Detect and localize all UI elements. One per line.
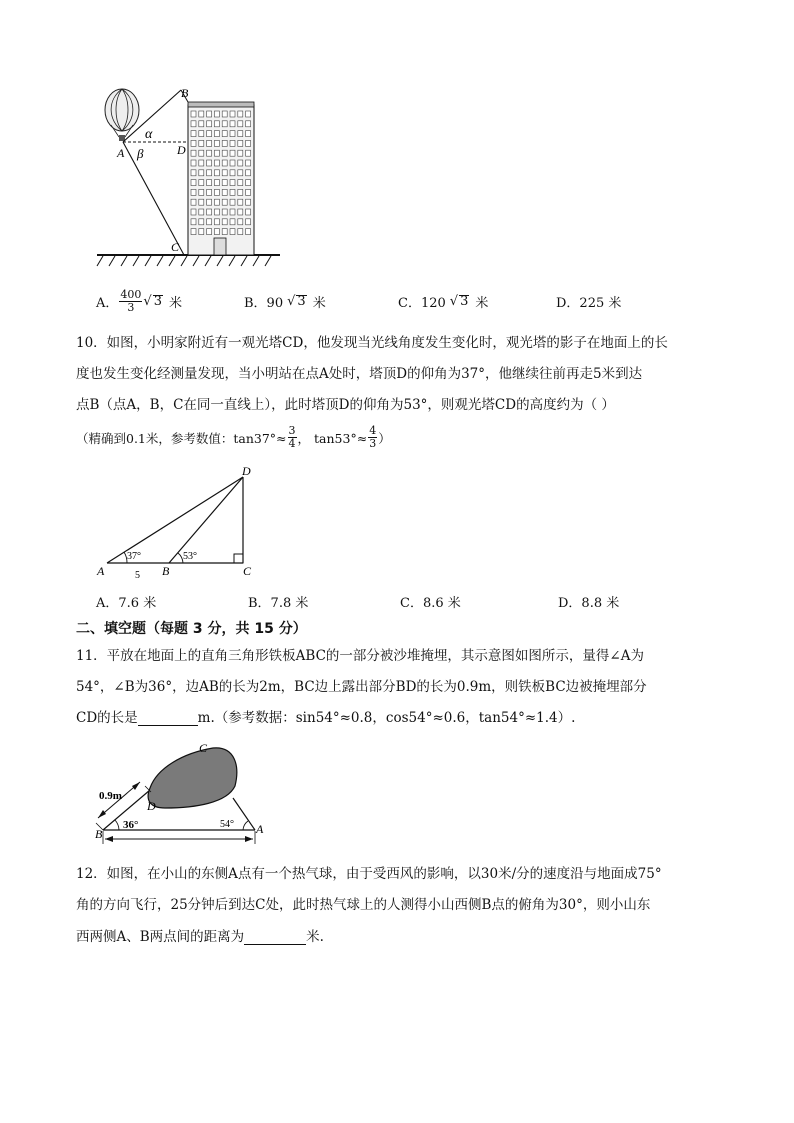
q12-line-3 — [76, 925, 324, 945]
q9-option-c[interactable]: C．120 √ 3 米 — [398, 294, 489, 311]
building-window — [246, 180, 251, 186]
building-window — [191, 229, 196, 235]
building-window — [214, 150, 219, 156]
building-window — [191, 170, 196, 176]
building-window — [246, 140, 251, 146]
building-window — [207, 219, 212, 225]
building-window — [246, 219, 251, 225]
building-window — [199, 170, 204, 176]
building-window — [230, 209, 235, 215]
q12-answer-blank[interactable] — [244, 930, 306, 945]
q9-option-a-den: 3 — [127, 301, 135, 314]
building-window — [191, 160, 196, 166]
q10-option-a[interactable] — [96, 592, 248, 611]
building-window — [230, 180, 235, 186]
q11-label-b: B — [95, 827, 103, 841]
q10-option-a-text: A．7.6 米 — [96, 596, 157, 611]
building-window — [246, 121, 251, 127]
building-window — [199, 150, 204, 156]
building-window — [214, 121, 219, 127]
building-window — [238, 219, 243, 225]
building-window — [230, 229, 235, 235]
building-window — [199, 189, 204, 195]
building-window — [222, 180, 227, 186]
q9-option-a-prefix: A． — [96, 296, 119, 311]
building-window — [222, 140, 227, 146]
building-window — [238, 121, 243, 127]
building-window — [199, 180, 204, 186]
building-window — [214, 180, 219, 186]
q10-length-ab: 5 — [135, 570, 140, 581]
q10-angle-53: 53° — [183, 551, 197, 562]
q9-option-a-fraction — [119, 289, 142, 314]
q9-option-a-unit: 米 — [168, 296, 182, 311]
q12-line-3-suffix: 米. — [306, 929, 324, 945]
q11-angle-a: 54° — [220, 819, 234, 830]
building-window — [214, 131, 219, 137]
q11-angle-b: 36° — [123, 819, 139, 831]
q10-line-4-suffix: ） — [378, 430, 391, 446]
building-window — [246, 131, 251, 137]
q12-line-3-prefix: 西两侧A、B两点间的距离为 — [76, 929, 245, 945]
q12-line-2: 角的方向飞行，25分钟后到达C处，此时热气球上的人测得小山西侧B点的俯角为30°，则小山东 — [76, 897, 651, 913]
building-window — [199, 140, 204, 146]
q9-label-d: D — [177, 143, 186, 157]
building-window — [238, 209, 243, 215]
building-window — [207, 150, 212, 156]
q9-label-alpha: α — [145, 127, 153, 142]
q11-figure — [95, 738, 275, 846]
q10-frac-2 — [368, 425, 377, 450]
building-window — [230, 131, 235, 137]
q10-option-b[interactable] — [248, 592, 400, 611]
building-window — [238, 150, 243, 156]
building-window — [191, 209, 196, 215]
q11-line-3-prefix: CD的长是 — [76, 710, 138, 726]
q10-frac-2-num: 4 — [369, 424, 377, 437]
building-window — [230, 150, 235, 156]
q9-option-c-prefix: C．120 — [398, 296, 446, 311]
q9-label-a: A — [117, 146, 125, 160]
q10-label-a: A — [97, 564, 105, 578]
building-window — [191, 189, 196, 195]
building-window — [199, 229, 204, 235]
building-window — [246, 150, 251, 156]
building-window — [191, 111, 196, 117]
building-window — [230, 170, 235, 176]
q10-line-3: 点B（点A，B，C在同一直线上），此时塔顶D的仰角为53°，则观光塔CD的高度约为（ ） — [76, 397, 615, 413]
building-window — [214, 111, 219, 117]
q10-label-d: D — [242, 464, 251, 478]
q10-line-2: 度也发生变化经测量发现，当小明站在点A处时，塔顶D的仰角为37°，他继续往前再走5米到达 — [76, 366, 643, 382]
building-window — [230, 121, 235, 127]
building-window — [207, 199, 212, 205]
building-window — [246, 170, 251, 176]
q11-line-2: 54°，∠B为36°，边AB的长为2m，BC边上露出部分BD的长为0.9m，则铁板BC边被掩埋部分 — [76, 679, 647, 695]
q10-option-d-text: D．8.8 米 — [558, 596, 620, 611]
q9-label-b: B — [181, 86, 189, 100]
q9-option-d-text: D．225 米 — [556, 296, 622, 311]
building-window — [191, 180, 196, 186]
building-window — [246, 160, 251, 166]
q9-option-b-unit: 米 — [312, 296, 326, 311]
q10-frac-1-num: 3 — [288, 424, 296, 437]
building-window — [214, 170, 219, 176]
building-window — [238, 199, 243, 205]
q10-frac-2-den: 3 — [369, 437, 377, 450]
building-window — [222, 111, 227, 117]
q9-label-c: C — [171, 240, 180, 254]
building-window — [238, 189, 243, 195]
building-window — [230, 140, 235, 146]
q9-option-a-radicand: 3 — [153, 294, 162, 309]
building-window — [207, 189, 212, 195]
building-window — [238, 131, 243, 137]
building-window — [191, 219, 196, 225]
building-window — [191, 131, 196, 137]
building-window — [207, 180, 212, 186]
building-window — [207, 160, 212, 166]
q10-line-1: 10．如图，小明家附近有一观光塔CD，他发现当光线角度发生变化时，观光塔的影子在地面上的长 — [76, 335, 668, 351]
q11-line-1: 11．平放在地面上的直角三角形铁板ABC的一部分被沙堆掩埋，其示意图如图所示，量得∠A为 — [76, 648, 644, 664]
q10-option-c[interactable] — [400, 592, 558, 611]
building-window — [230, 111, 235, 117]
building-window — [214, 140, 219, 146]
q11-line-3 — [76, 706, 575, 726]
building-window — [207, 121, 212, 127]
building-window — [199, 199, 204, 205]
q9-option-b[interactable]: B．90 √ 3 米 — [244, 294, 326, 311]
building-window — [238, 111, 243, 117]
building-window — [222, 121, 227, 127]
building-window — [222, 170, 227, 176]
building-window — [199, 209, 204, 215]
building-window — [191, 150, 196, 156]
q10-line-4-prefix: （精确到0.1米，参考数值：tan37°≈ — [76, 430, 287, 446]
q9-option-a-num: 400 — [120, 288, 142, 301]
q9-option-a[interactable]: A． $\frac{400}{3}$ √ 3 米 — [96, 288, 182, 314]
building-window — [230, 219, 235, 225]
q9-option-c-unit: 米 — [475, 296, 489, 311]
building-window — [238, 160, 243, 166]
building-window — [199, 131, 204, 137]
q10-options — [96, 592, 619, 611]
q10-frac-1 — [288, 425, 297, 450]
building-window — [214, 160, 219, 166]
building-window — [191, 121, 196, 127]
building-window — [199, 111, 204, 117]
building-window — [222, 189, 227, 195]
building-window — [238, 140, 243, 146]
building-window — [207, 131, 212, 137]
building-window — [222, 131, 227, 137]
q9-option-b-prefix: B．90 — [244, 296, 284, 311]
building-window — [191, 140, 196, 146]
building-window — [238, 170, 243, 176]
building-window — [214, 189, 219, 195]
building-window — [207, 229, 212, 235]
q11-label-d: D — [147, 799, 156, 813]
building-window — [222, 160, 227, 166]
building-window — [238, 180, 243, 186]
building-window — [246, 189, 251, 195]
building-window — [246, 209, 251, 215]
building-window — [214, 209, 219, 215]
building-window — [207, 209, 212, 215]
q9-options — [96, 289, 621, 314]
q9-option-b-radicand: 3 — [297, 294, 306, 309]
building-window — [207, 170, 212, 176]
q10-option-b-text: B．7.8 米 — [248, 596, 309, 611]
building-window — [230, 199, 235, 205]
q11-line-3-suffix: m.（参考数据：sin54°≈0.8，cos54°≈0.6，tan54°≈1.4）. — [197, 710, 576, 726]
building-window — [222, 209, 227, 215]
building-window — [246, 229, 251, 235]
q10-label-c: C — [243, 564, 252, 578]
building-window — [214, 229, 219, 235]
q10-line-4 — [76, 425, 391, 450]
q9-option-d[interactable] — [556, 289, 621, 314]
q12-line-1: 12．如图，在小山的东侧A点有一个热气球，由于受西风的影响，以30米/分的速度沿与地面成75° — [76, 866, 662, 882]
q10-figure — [95, 463, 265, 583]
q11-label-a: A — [256, 822, 264, 836]
building-window — [222, 199, 227, 205]
q11-answer-blank[interactable] — [138, 711, 198, 726]
building-window — [222, 150, 227, 156]
q11-length-bd: 0.9m — [99, 790, 122, 802]
building-window — [214, 199, 219, 205]
building-window — [222, 229, 227, 235]
building-window — [191, 199, 196, 205]
building-window — [207, 140, 212, 146]
building-window — [199, 219, 204, 225]
building-window — [222, 219, 227, 225]
q10-line-4-mid: ， tan53°≈ — [297, 430, 368, 446]
q9-option-c-radicand: 3 — [460, 294, 469, 309]
building-window — [207, 111, 212, 117]
q10-option-d[interactable] — [558, 592, 619, 611]
building-window — [246, 199, 251, 205]
q10-frac-1-den: 4 — [288, 437, 296, 450]
building-window — [230, 189, 235, 195]
building-window — [199, 121, 204, 127]
q9-label-beta: β — [137, 146, 144, 161]
building-window — [214, 219, 219, 225]
q10-option-c-text: C．8.6 米 — [400, 596, 461, 611]
q10-label-b: B — [162, 564, 170, 578]
building-window — [230, 160, 235, 166]
q9-figure — [95, 80, 285, 270]
section-2-title: 二、填空题（每题 3 分，共 15 分） — [76, 621, 307, 637]
q10-angle-37: 37° — [127, 551, 141, 562]
building-window — [246, 111, 251, 117]
building-window — [199, 160, 204, 166]
building-window — [238, 229, 243, 235]
q11-label-c: C — [199, 741, 208, 755]
